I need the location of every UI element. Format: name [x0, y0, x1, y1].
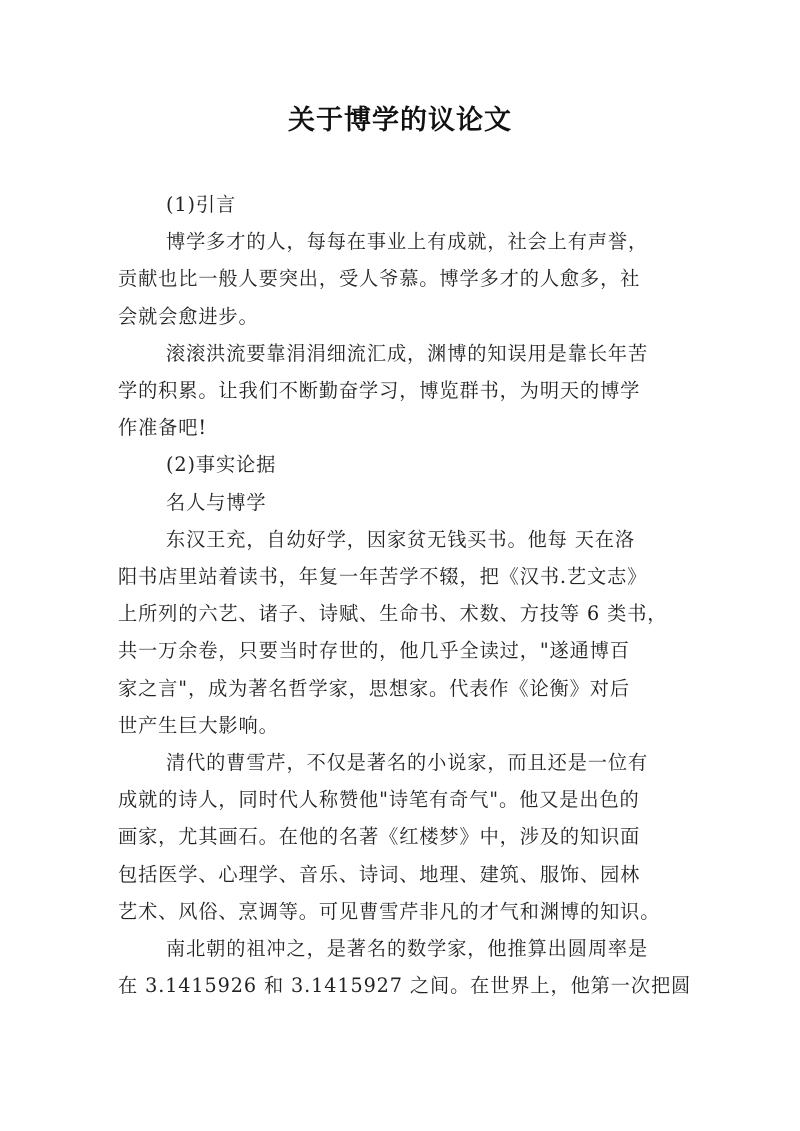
- text-line: (2)事实论据: [166, 453, 277, 477]
- text-line: 画家，尤其画石。在他的名著《红楼梦》中，涉及的知识面: [118, 825, 641, 849]
- document-title: 关于博学的议论文: [288, 105, 512, 136]
- text-line: 会就会愈进步。: [118, 304, 259, 328]
- text-line: 名人与博学: [166, 490, 267, 514]
- section-heading-intro: [118, 186, 682, 223]
- text-line: 南北朝的祖冲之，是著名的数学家，他推算出圆周率是: [166, 937, 649, 961]
- text-line: 滚滚洪流要靠涓涓细流汇成，渊博的知误用是靠长年苦: [166, 341, 649, 365]
- text-line: 贡献也比一般人要突出，受人爷慕。博学多才的人愈多，社: [118, 267, 641, 291]
- text-line: 世产生巨大影响。: [118, 713, 279, 737]
- paragraph: [118, 335, 682, 447]
- text-line: 艺术、风俗、烹调等。可见曹雪芹非凡的才气和渊博的知识。: [118, 899, 661, 923]
- document-body: [118, 186, 692, 1004]
- text-line: 成就的诗人，同时代人称赞他"诗笔有奇气"。他又是出色的: [118, 788, 640, 812]
- subheading: [118, 484, 682, 521]
- text-line: 作准备吧!: [118, 416, 207, 440]
- text-line: 清代的曹雪芹，不仅是著名的小说家，而且还是一位有: [166, 751, 649, 775]
- paragraph: [118, 930, 692, 1004]
- text-line: 家之言"，成为著名哲学家，思想家。代表作《论衡》对后: [118, 676, 630, 700]
- text-line: (1)引言: [166, 193, 237, 216]
- section-heading-facts: [118, 446, 682, 483]
- paragraph: [118, 223, 682, 335]
- text-line: 学的积累。让我们不断勤奋学习，博览群书，为明天的博学: [118, 379, 641, 403]
- text-line: 博学多才的人，每每在事业上有成就，社会上有声誉，: [166, 230, 649, 254]
- text-line: 在 3.1415926 和 3.1415927 之间。在世界上，他第一次把圆: [118, 974, 692, 998]
- text-line: 东汉王充，自幼好学，因家贫无钱买书。他每 天在洛: [166, 527, 636, 551]
- text-line: 共一万余卷，只要当时存世的，他几乎全读过，"遂通博百: [118, 639, 630, 663]
- text-line: 阳书店里站着读书，年复一年苦学不辍，把《汉书.艺文志》: [118, 565, 648, 589]
- paragraph: [118, 744, 682, 930]
- text-line: 上所列的六艺、诸子、诗赋、生命书、术数、方技等 6 类书，: [118, 602, 668, 626]
- paragraph: [118, 521, 682, 744]
- text-line: 包括医学、心理学、音乐、诗词、地理、建筑、服饰、园林: [118, 862, 641, 886]
